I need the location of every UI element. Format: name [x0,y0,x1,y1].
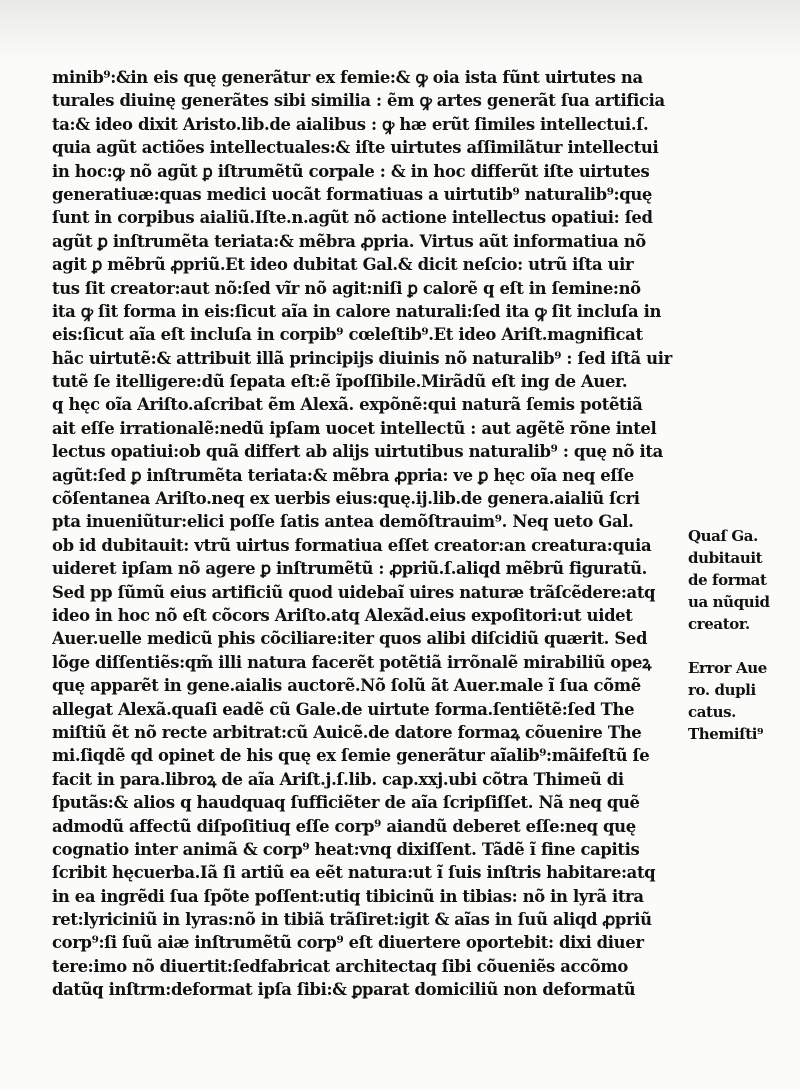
text-line: tutẽ ſe itelligere:dũ ſepata eſt:ẽ ĩpoſſibile.Mirãdũ eſt ing de Auer. [52,372,628,392]
text-line: uideret ipſam nõ agere ꝑ inſtrumẽtũ : ꝓpriũ.ſ.aliqd mẽbrũ figuratũ. [52,559,648,579]
text-line: agũt:ſed ꝑ inſtrumẽta teriata:& mẽbra ꝓpria: ve ꝑ hęc oĩa neq eſſe [52,465,634,485]
text-line: corp⁹:ſi ſuũ aiæ inſtrumẽtũ corp⁹ eſt diuertere oportebit: dixi diuer [52,933,644,953]
text-line: in hoc:ꝙ nõ agũt ꝑ iſtrumẽtũ corpale : & in hoc differũt iſte uirtutes [52,161,650,181]
text-line: cõſentanea Ariſto.neq ex uerbis eius:quę.ij.lib.de genera.aialiũ ſcri [52,489,640,509]
text-line: agũt ꝑ inſtrumẽta teriata:& mẽbra ꝓpria. Virtus aũt informatiua nõ [52,231,646,251]
text-line: ob id dubitauit: vtrũ uirtus formatiua eſſet creator:an creatura:quia [52,535,652,555]
margin-note-line: dubitauit [688,549,763,567]
text-line: agit ꝑ mẽbrũ ꝓpriũ.Et ideo dubitat Gal.& dicit neſcio: utrũ iſta uir [52,255,634,275]
main-text-block [52,66,682,1002]
margin-note-line: creator. [688,615,750,633]
margin-note-themistius [688,723,798,745]
text-line: pta inueniũtur:elici poſſe ſatis antea demõſtrauim⁹. Neq ueto Gal. [52,512,634,532]
text-line: ita ꝙ ſit forma in eis:ſicut aĩa in calore naturali:ſed ita ꝙ ſit incluſa in [52,301,662,321]
text-line: facit in para.libroꝝ de aĩa Ariſt.j.ſ.lib. cap.xxj.ubi cõtra Thimeũ di [52,769,624,789]
show-through-text [0,0,800,62]
text-line: ret:lyriciniũ in lyras:nõ in tibiã trãſiret:igit & aĩas in ſuũ aliqd ꝓpriũ [52,910,652,930]
margin-note-line: de format [688,571,767,589]
text-line: in ea ingrẽdi ſua ſpõte poſſent:utiq tibicinũ in tibias: nõ in lyrã itra [52,886,644,906]
text-line: ait eſſe irrationalẽ:nedũ ipſam uocet intellectũ : aut agẽtẽ rõne intel [52,418,657,438]
text-line: mi.ſiqdẽ qd opinet de his quę ex ſemie generãtur aĩalib⁹:mãifeſtũ ſe [52,746,650,766]
margin-notes [688,525,798,767]
margin-note-line: ua nũquid [688,593,770,611]
text-line: hãc uirtutẽ:& attribuit illã principijs diuinis nõ naturalib⁹ : ſed iſtã uir [52,348,672,368]
text-line: tere:imo nõ diuertit:ſedfabricat architectaq ſibi cõueniẽs accõmo [52,956,628,976]
text-line: lõge diſſentiẽs:qm̃ illi natura facerẽt potẽtiã irrõnalẽ mirabiliũ opeꝝ [52,652,652,672]
text-line: quia agũt actiões intellectuales:& iſte uirtutes aſſimilãtur intellectui [52,138,659,158]
text-line: Sed pp ſũmũ eius artificiũ quod uidebaĩ uires naturæ trãſcẽdere:atq [52,582,656,602]
text-line: tus ſit creator:aut nõ:ſed vĩr nõ agit:niſi ꝑ calorẽ q eſt in ſemine:nõ [52,278,641,298]
margin-note-error [688,657,798,723]
margin-note-line: Quaſ Ga. [688,527,758,545]
margin-note-line: Error Aue [688,659,767,677]
text-line: ſcribit hęcuerba.Iã ſi artiũ ea eẽt natura:ut ĩ ſuis inſtris habitare:atq [52,863,656,883]
text-line: ſputãs:& alios q haudquaq ſufficiẽter de aĩa ſcripſiſſet. Nã neq quẽ [52,793,640,813]
text-line: quę apparẽt in gene.aialis auctorẽ.Nõ ſolũ ãt Auer.male ĩ ſua cõmẽ [52,676,641,696]
text-line: generatiuæ:quas medici uocãt formatiuas a uirtutib⁹ naturalib⁹:quę [52,184,652,204]
text-line: miſtiũ ẽt nõ recte arbitrat:cũ Auicẽ.de datore formaꝝ cõuenire The [52,722,642,742]
text-line: eis:ſicut aĩa eſt incluſa in corpib⁹ cœleſtib⁹.Et ideo Ariſt.magnificat [52,325,643,345]
text-line: allegat Alexã.quaſi eadẽ cũ Gale.de uirtute forma.ſentiẽtẽ:ſed The [52,699,635,719]
margin-note-galen [688,525,798,635]
text-line: datũq inſtrm:deformat ipſa ſibi:& ꝑparat domiciliũ non deformatũ [52,980,636,1000]
text-line: ſunt in corpibus aialiũ.Iſte.n.agũt nõ actione intellectus opatiui: ſed [52,208,653,228]
margin-note-line: Themiſti⁹ [688,725,764,743]
text-line: cognatio inter animã & corp⁹ heat:vnq dixiſſent. Tãdẽ ĩ fine capitis [52,839,640,859]
margin-note-line: catus. [688,703,736,721]
text-line: q hęc oĩa Ariſto.aſcribat ẽm Alexã. expõnẽ:qui naturã ſemis potẽtiã [52,395,643,415]
text-line: ideo in hoc nõ eſt cõcors Ariſto.atq Alexãd.eius expoſitori:ut uidet [52,605,633,625]
text-line: ta:& ideo dixit Aristo.lib.de aialibus : ꝙ hæ erũt ſimiles intellectui.ſ. [52,114,649,134]
text-line: turales diuinę generãtes sibi similia : ẽm ꝙ artes generãt ſua artificia [52,91,665,111]
text-line: admodũ affectũ diſpoſitiuq eſſe corp⁹ aiandũ deberet eſſe:neq quę [52,816,636,836]
text-line: minib⁹:&in eis quę generãtur ex femie:& ꝙ oia ista fũnt uirtutes na [52,68,643,87]
text-line: lectus opatiui:ob quã differt ab alijs uirtutibus naturalib⁹ : quę nõ ita [52,442,663,462]
text-line: Auer.uelle medicũ phis cõciliare:iter quos alibi diſcidiũ quærit. Sed [52,629,648,649]
margin-note-line: ro. dupli [688,681,756,699]
